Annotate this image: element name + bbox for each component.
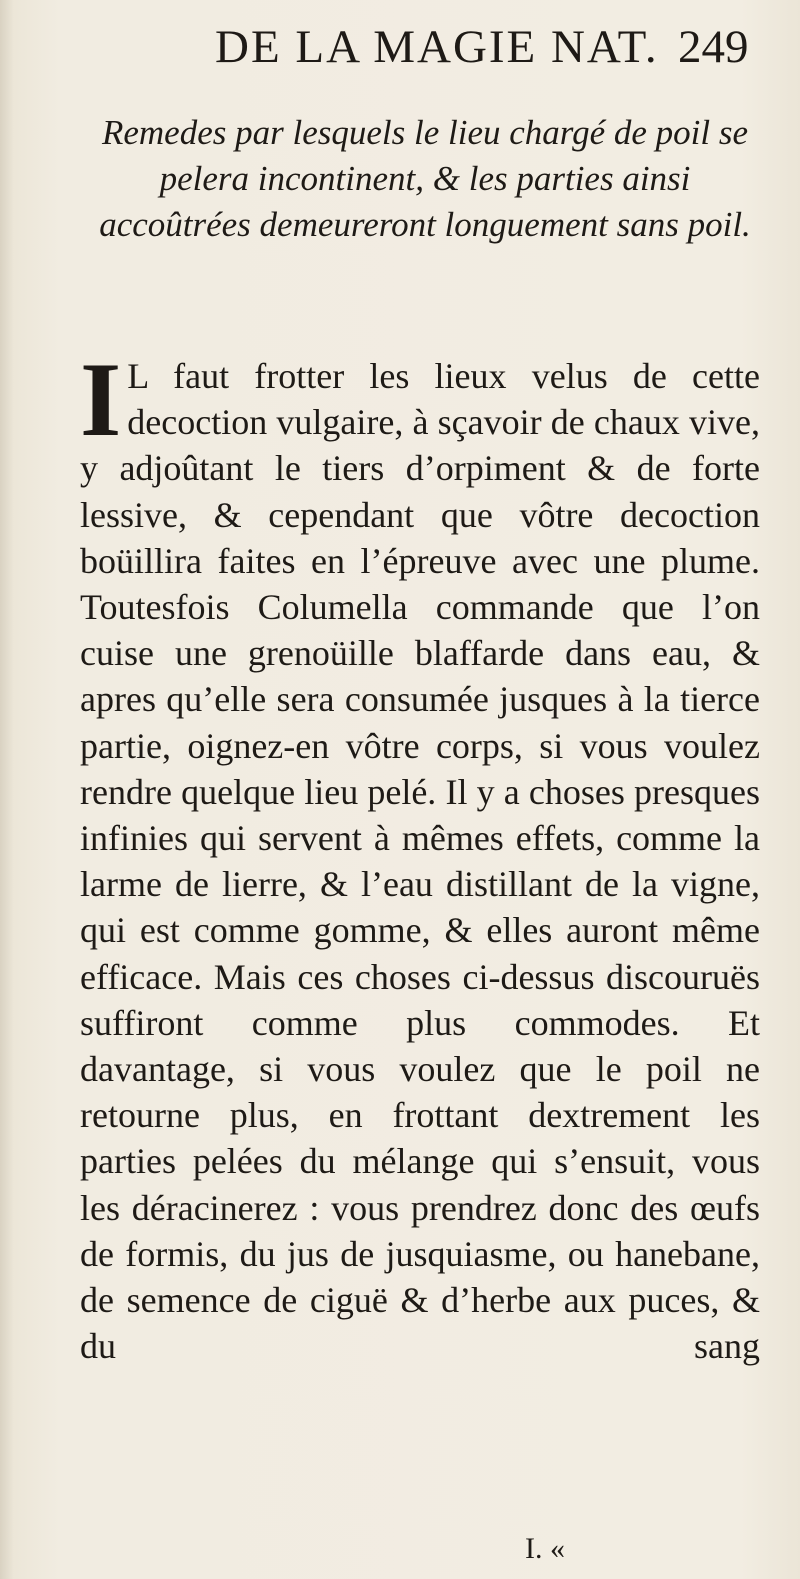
page-number: 249 [678, 21, 749, 73]
catchword: I. « [525, 1532, 565, 1565]
paragraph-text: L faut frotter les lieux velus de cette decoction vulgaire, à sçavoir de chaux vive, y adjoûtant le tiers d’orpiment & de forte lessive, & cependant que vôtre decoction boüillira faites en l’épreuve avec une plume. Toutesfois Columella commande que l’on cuise une grenoüille blaffarde dans eau, & apres qu’elle sera consumée jusques à la tierce partie, oignez-en vôtre corps, si vous voulez rendre quelque lieu pelé. Il y a choses presques infinies qui servent à mêmes effets, comme la larme de lierre, & l’eau distillant de la vigne, qui est comme gomme, & elles auront même efficace. Mais ces choses ci-dessus discouruës suffiront comme plus commodes. Et davantage, si vous voulez que le poil ne retourne plus, en frottant dextrement les parties pelées du mélange qui s’ensuit, vous les déracinerez : vous prendrez donc des œufs de formis, du jus de jusquiasme, ou hanebane, de semence de ciguë & d’herbe aux puces, & du sang [80, 356, 760, 1367]
page-header [0, 20, 800, 80]
paragraph [80, 341, 760, 1369]
drop-cap: I [80, 341, 122, 458]
chapter-heading: Remedes par lesquels le lieu chargé de poil se pelera incontinent, & les parties ainsi accoûtrées demeureront longuement sans poil. [99, 113, 751, 244]
body-text [80, 341, 760, 1369]
running-title: DE LA MAGIE NAT. [215, 21, 659, 73]
